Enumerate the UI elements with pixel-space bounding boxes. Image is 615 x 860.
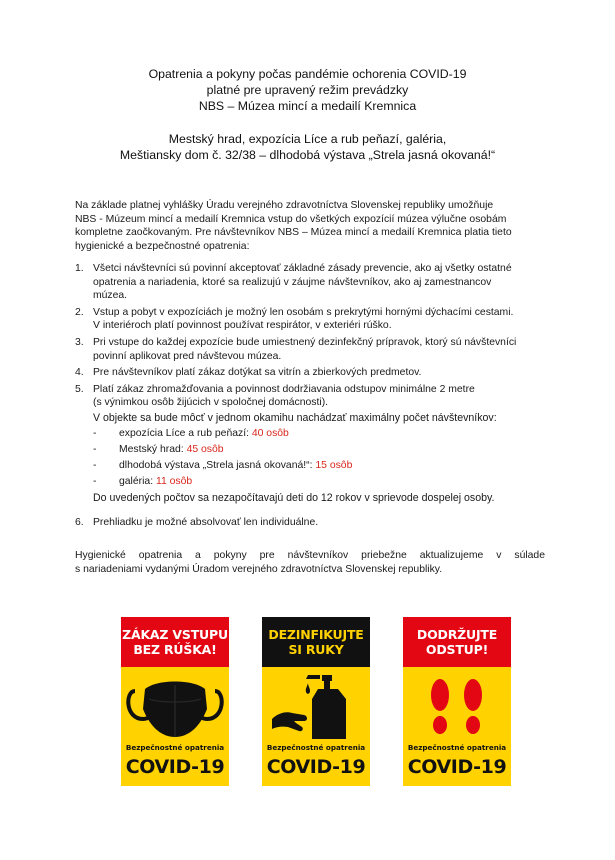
intro-line: Na základe platnej vyhlášky Úradu verejného zdravotníctva Slovenskej republiky umožňuje <box>75 200 494 211</box>
rule-line: Platí zákaz zhromažďovania a povinnost dodržiavania odstupov minimálne 2 metre <box>93 383 475 395</box>
dash-bullet: - <box>93 427 97 439</box>
rule-number: 5. <box>75 383 84 395</box>
capacity-value: 15 osôb <box>315 459 353 471</box>
document-subtitle <box>60 131 555 163</box>
rule-line: Prehliadku je možné absolvovať len individuálne. <box>93 517 319 528</box>
sign-keep-distance <box>403 617 511 786</box>
capacity-row <box>93 442 545 458</box>
rule-number: 2. <box>75 306 84 318</box>
intro-paragraph <box>75 199 545 253</box>
rule-item <box>75 306 545 333</box>
rule-line: (s výnimkou osôb žijúcich v spoločnej domácnosti). <box>93 397 329 409</box>
sign-header-line: ODSTUP! <box>425 642 489 657</box>
capacity-intro: V objekte sa bude môcť v jednom okamihu nachádzať maximálny počet návštevníkov: <box>93 411 497 424</box>
capacity-row <box>93 458 545 474</box>
rule-number: 4. <box>75 367 84 379</box>
rule-item <box>75 366 545 380</box>
sign-header-line: DODRŽUJTE <box>416 627 498 642</box>
document-title <box>60 66 555 114</box>
rule-item <box>75 262 545 303</box>
capacity-label: dlhodobá výstava „Strela jasná okovaná!“: <box>119 459 313 471</box>
rule-item <box>75 383 545 506</box>
sign-caption: Bezpečnostné opatrenia <box>266 743 366 752</box>
capacity-row <box>93 426 545 442</box>
closing-line: Hygienické opatrenia a pokyny pre návštevníkov priebežne aktualizujeme v súlade <box>75 550 545 561</box>
capacity-list <box>93 426 545 490</box>
capacity-row <box>93 474 545 490</box>
dash-bullet: - <box>93 475 97 487</box>
capacity-label: expozícia Líce a rub peňazí: <box>119 427 249 439</box>
subtitle-line: Mestský hrad, expozícia Líce a rub peňazí, galéria, <box>168 132 447 146</box>
rule-line: Pre návštevníkov platí zákaz dotýkat sa vitrín a zbierkových predmetov. <box>93 367 422 379</box>
sign-disinfect-hands <box>262 617 370 786</box>
sign-header <box>403 617 511 667</box>
rule-number: 3. <box>75 336 84 348</box>
closing-paragraph <box>75 549 545 577</box>
dash-bullet: - <box>93 459 97 471</box>
rule-item <box>75 336 545 363</box>
face-mask-icon <box>121 669 229 745</box>
sign-covid-label: COVID-19 <box>125 756 225 778</box>
capacity-label: Mestský hrad: <box>119 443 184 455</box>
hand-sanitizer-icon <box>262 669 370 745</box>
sign-covid-label: COVID-19 <box>407 756 507 778</box>
rule-line: opatrenia a nariadenia, ktoré sa realizujú v záujme návštevníkov, ako aj zamestnancov <box>93 276 492 288</box>
sign-header <box>121 617 229 667</box>
capacity-value: 45 osôb <box>186 443 224 455</box>
capacity-label: galéria: <box>119 475 154 487</box>
capacity-note: Do uvedených počtov sa nezapočítavajú deti do 12 rokov v sprievode dospelej osoby. <box>93 491 495 504</box>
title-line: NBS – Múzea mincí a medailí Kremnica <box>198 99 417 113</box>
dash-bullet: - <box>93 443 97 455</box>
intro-line: kompletne zaočkovaným. Pre návštevníkov NBS – Múzea mincí a medailí Kremnica platia tieto <box>75 227 512 239</box>
sign-header-line: DEZINFIKUJTE <box>268 627 364 642</box>
rule-line: Vstup a pobyt v expozíciách je možný len osobám s prekrytými hornými dýchacími cestami. <box>93 306 514 318</box>
sign-header-line: BEZ RÚŠKA! <box>133 642 217 657</box>
capacity-value: 11 osôb <box>155 475 193 487</box>
footprints-icon <box>403 669 511 745</box>
title-line: platné pre upravený režim prevádzky <box>206 83 409 97</box>
capacity-value: 40 osôb <box>251 427 289 439</box>
intro-line: hygienické a bezpečnostné opatrenia: <box>75 240 250 252</box>
rule-line: V interiéroch platí povinnost používat respirátor, v exteriéri rúško. <box>93 320 392 332</box>
rule-item-6 <box>75 516 318 530</box>
rule-line: Všetci návštevníci sú povinní akceptovať základné zásady prevencie, ako aj všetky ostatné <box>93 263 512 274</box>
subtitle-line: Meštiansky dom č. 32/38 – dlhodobá výstava „Strela jasná okovaná!“ <box>119 148 496 162</box>
rule-number: 1. <box>75 263 84 274</box>
rules-list <box>75 262 545 509</box>
sign-caption: Bezpečnostné opatrenia <box>125 743 225 752</box>
closing-line: s nariadeniami vydanými Úradom verejného zdravotníctva Slovenskej republiky. <box>75 564 443 575</box>
rule-line: Pri vstupe do každej expozície bude umiestnený dezinfekčný prípravok, ktorý sú návštevníci <box>93 336 517 348</box>
rule-number: 6. <box>75 517 84 528</box>
title-line: Opatrenia a pokyny počas pandémie ochorenia COVID-19 <box>148 67 467 81</box>
rule-line: múzea. <box>93 290 128 302</box>
rule-line: povinní aplikovat pred návštevou múzea. <box>93 350 282 362</box>
sign-caption: Bezpečnostné opatrenia <box>407 743 507 752</box>
sign-mask-required <box>121 617 229 786</box>
intro-line: NBS - Múzeum mincí a medailí Kremnica vstup do všetkých expozícií múzea výlučne osobám <box>75 213 507 225</box>
sign-header-line: SI RUKY <box>288 642 344 657</box>
sign-header <box>262 617 370 667</box>
sign-covid-label: COVID-19 <box>266 756 366 778</box>
sign-header-line: ZÁKAZ VSTUPU <box>122 627 228 642</box>
